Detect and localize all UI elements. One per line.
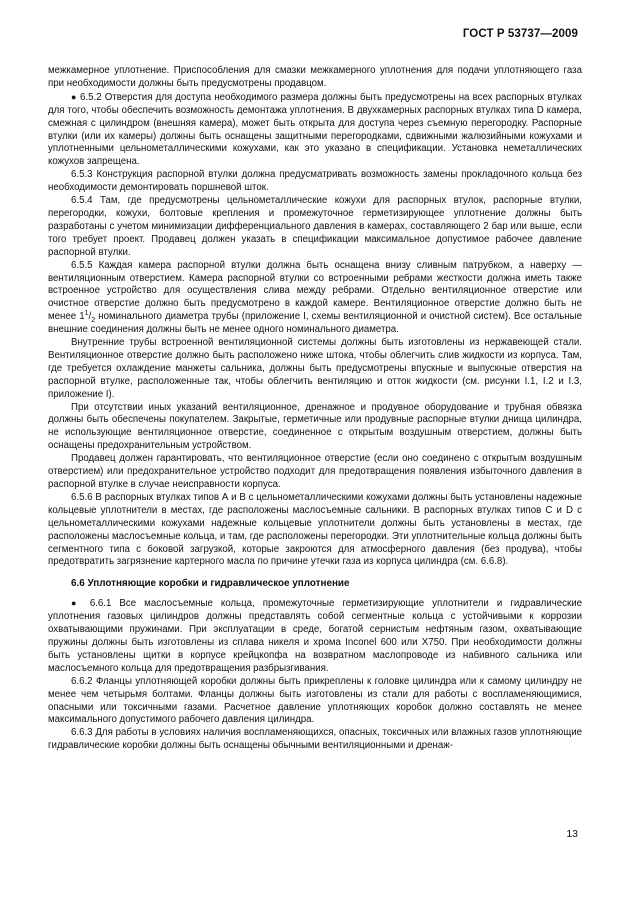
paragraph-text: 6.6.1 Все маслосъемные кольца, промежуточные герметизирующие уплотнители и гидравлические уплотнения газовых цилиндров должны представлять собой сегментные кольца с устойчивыми к коррозии охватывающими пружинами. При эксплуатации в среде, богатой сернистым нефтяным газом, охватывающие пружины должны быть изготовлены из сплава никеля и хрома Inconel 600 или X750. При необходимости должны быть установлены щитки в корпусе крейцкопфа на возвратном маслопроводе из набивного сальника или маслосъемного кольца для предотвращения разбрызгивания.: [48, 598, 583, 674]
paragraph-text: 6.5.2 Отверстия для доступа необходимого размера должны быть предусмотрены на всех распорных втулках для того, чтобы обеспечить возможность демонтажа уплотнения. В двухкамерных распорных втулках типа D камера, смежная с цилиндром (внешняя камера), может быть открыта для доступа через съемную перегородку. Распорные втулки (или их камеры) должны быть оснащены защитными перегородками, сдвижными жалюзийными кожухами и уплотненными цельнометаллическими кожухами, как это указано в спецификации. Установка неметаллических кожухов запрещена.: [48, 91, 582, 168]
document-body: [48, 65, 582, 753]
paragraph-internal-pipes: Внутренние трубы встроенной вентиляционной системы должны быть изготовлены из нержавеющей стали. Вентиляционное отверстие должно быть расположено ниже штока, чтобы облегчить слив жидкости из корпуса. Там, где требуется охлаждение манжеты сальника, должны быть предусмотрены впускные и выпускные отверстия на распорной втулке, расположенные так, чтобы облегчить вентиляцию и отток жидкости (см. рисунки I.1, I.2 и I.3, приложение I).: [48, 337, 582, 400]
paragraph-text: 6.5.5 Каждая камера распорной втулки должна быть оснащена внизу сливным патрубком, а наверху — вентиляционным отверстием. Камера распорной втулки со встроенными ребрами жесткости должна иметь также встроенное устройство для осуществления слива между ребрами. Отдельно вентиляционное отверстие или очистное отверстие должно быть предусмотрено в каждой камере. Вентиляционное отверстие должно быть не менее 1: [48, 259, 582, 323]
paragraph-ventilation-equipment: При отсутствии иных указаний вентиляционное, дренажное и продувное оборудование и трубная обвязка должны быть обеспечены покупателем. Закрытые, герметичные или продувные распорные втулки днища цилиндра, не использующие вентиляционное отверстие, соединенное с открытым воздушным отверстием, должны быть оснащены предохранительным устройством.: [48, 401, 582, 452]
paragraph-6-5-3: 6.5.3 Конструкция распорной втулки должна предусматривать возможность замены прокладочного кольца без необходимости демонтировать поршневой шток.: [48, 169, 582, 194]
fraction-numerator: 1: [84, 309, 89, 317]
paragraph-6-5-6: 6.5.6 В распорных втулках типов А и В с цельнометаллическими кожухами должны быть установлены надежные кольцевые уплотнители в местах, где расположены маслосъемные сальники. В распорных втулках типов С и D с цельнометаллическими кожухами надежные кольцевые уплотнители должны быть установлены в местах, где расположены маслосъемные кольца, и там, где расположены перегородки. Эти уплотнительные кольца должны быть сегментного типа с боковой загрузкой, которые закроются для атмосферного давления (без продува), чтобы предотвратить загрязнение картерного масла по причине утечки газа из корпуса цилиндра (см. 6.6.8).: [48, 491, 582, 568]
paragraph-text: номинального диаметра трубы (приложение I, схемы вентиляционной и очистной систем). Все остальные внешние соединения должны быть не менее одного номинального диаметра.: [48, 311, 582, 336]
page-number: 13: [566, 828, 578, 840]
paragraph-6-6-1: [48, 597, 582, 675]
paragraph-seller-guarantee: Продавец должен гарантировать, что вентиляционное отверстие (если оно соединено с открытым воздушным отверстием) или предохранительное устройство подходит для предотвращения появления избыточного давления в распорной втулке в случае неисправности корпуса.: [48, 453, 582, 490]
bullet-icon: ●: [71, 91, 77, 102]
paragraph-6-5-5: 6.5.5 Каждая камера распорной втулки должна быть оснащена внизу сливным патрубком, а наверху — вентиляционным отверстием. Камера распорной втулки со встроенными ребрами жесткости должна иметь также встроенное устройство для осуществления слива между ребрами. Отдельно вентиляционное отверстие или очистное отверстие должно быть предусмотрено в каждой камере. Вентиляционное отверстие должно быть не менее $1^1/_2$ номинального диаметра трубы (приложение I, схемы вентиляционной и очистной систем). Все остальные внешние соединения должны быть не менее одного номинального диаметра.: [48, 259, 582, 336]
paragraph-6-6-2: 6.6.2 Фланцы уплотняющей коробки должны быть прикреплены к головке цилиндра или к самому цилиндру не менее чем четырьмя болтами. Фланцы должны быть изготовлены из стали для работы с воспламеняющимися, опасными или токсичными газами. Расчетное давление уплотняющих коробок должно составлять не менее максимального допустимого рабочего давления цилиндра.: [48, 675, 582, 726]
paragraph-6-6-3: 6.6.3 Для работы в условиях наличия воспламеняющихся, опасных, токсичных или влажных газов уплотняющие гидравлические коробки должны быть оснащены обычными вентиляционными и дренаж-: [48, 727, 582, 752]
bullet-icon: ●: [71, 598, 82, 609]
paragraph-6-5-2: [48, 91, 582, 169]
paragraph-continuation: межкамерное уплотнение. Приспособления для смазки межкамерного уплотнения для подачи уплотняющего газа при необходимости должны быть предусмотрены продавцом.: [48, 65, 582, 89]
section-heading-6-6: 6.6 Уплотняющие коробки и гидравлическое уплотнение: [71, 578, 350, 590]
paragraph-6-5-4: 6.5.4 Там, где предусмотрены цельнометаллические кожухи для распорных втулок, распорные втулки, перегородки, кожухи, болтовые крепления и промежуточное герметизирующее уплотнение должны быть разработаны с учетом минимизации дифференциального давления в камерах, составляющего 2 бар или выше, если того требует проект. Продавец должен указать в спецификации максимальное допустимое рабочее давление распорной втулки.: [48, 195, 582, 258]
fraction-denominator: 2: [91, 317, 96, 325]
document-id-header: ГОСТ Р 53737—2009: [462, 28, 578, 40]
